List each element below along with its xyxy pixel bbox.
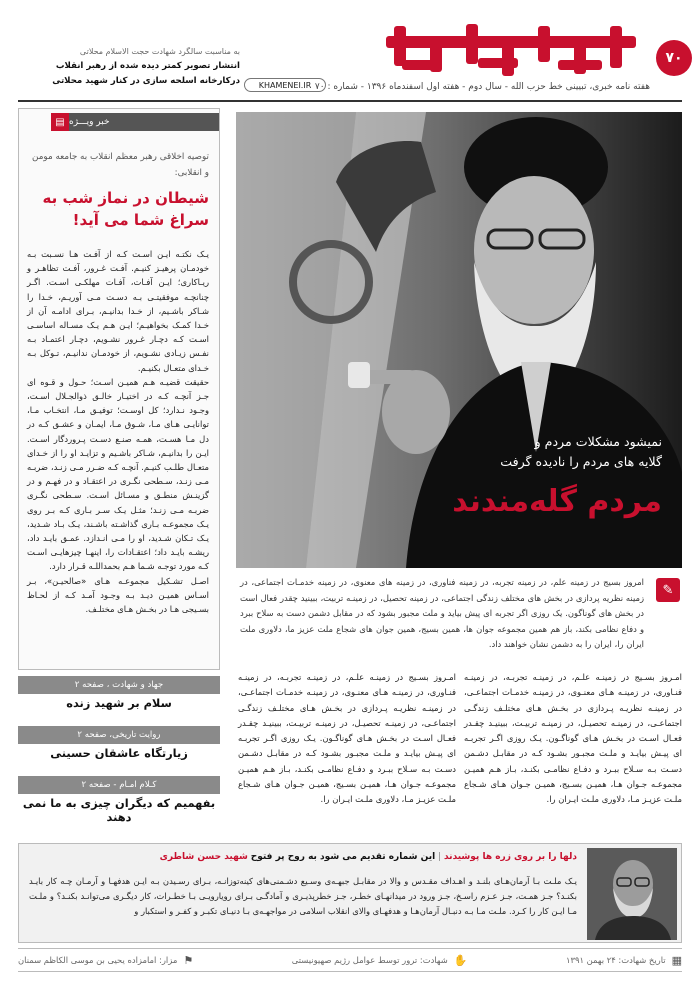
body-column-left: امـروز بسـیج در زمینـه علـم، در زمینـه تجربـه، در زمینـه فنـاوری، در زمینـه هـای معنـوی، در زمینـه خدمـات اجتماعـی، در زمینـه نظریـه پـردازی در بخـش هـای مختلـف زندگـی اجتماعـی، در زمینـه تحصیـل، در زمینـه تربیـت، ببینیـد چقـدر فعـال اسـت در بخـش هـای گوناگـون. یـک روزی اگـر تجربـه ای پیـش بیایـد و ملـت مجبـور بشـود کـه در مقابـل دشـمن دسـت بـه سـلاح ببـرد و دفـاع نظامـی بکنـد، بـاز هـم همیـن مجموعـه جـوان هـا، همیـن بسـیج، همیـن جـوان هـای شـجاع ملـت عزیـز مـا، دلاوری ملـت ایـران را.: [238, 672, 456, 805]
dedication-box: [18, 843, 682, 943]
article-body: [27, 247, 209, 616]
header-news-line: انتشار تصویر کمتر دیده شده از رهبر انقلاب: [55, 61, 240, 71]
hero-subtitle-line: نمیشود مشکلات مردم و: [534, 434, 662, 449]
masthead-divider: [18, 100, 682, 102]
khamenei-site-logo[interactable]: KHAMENEI.IR: [244, 78, 326, 92]
link-box-imam[interactable]: [18, 776, 220, 822]
dedication-text: این شماره تقدیم می شود به روح پر فتوح: [250, 852, 436, 862]
martyr-name: شهید حسن شاطری: [159, 852, 248, 862]
special-news-column: [18, 108, 220, 670]
article-subtitle: توصیه اخلاقی رهبر معظم انقلاب به جامعه مومن و انقلابی:: [32, 152, 209, 178]
body-column-right: امـروز بسـیج در زمینـه علـم، در زمینـه تجربـه، در زمینـه فنـاوری، در زمینـه هـای معنـوی، در زمینـه خدمـات اجتماعـی، در زمینـه نظریـه پـردازی در بخـش هـای مختلـف زندگـی اجتماعـی، در زمینـه تحصیـل، در زمینـه تربیـت، ببینیـد چقـدر فعـال اسـت در بخـش هـای گوناگـون. یـک روزی اگـر تجربـه ای پیـش بیایـد و ملـت مجبـور بشـود کـه در مقابـل دشـمن دسـت بـه سـلاح ببـرد و دفـاع نظامـی بکنـد، بـاز هـم همیـن مجموعـه جـوان هـا، همیـن بسـیج، همیـن جـوان هـای شـجاع ملـت عزیـز مـا، دلاوری ملـت ایـران را.: [464, 672, 682, 805]
link-caption: روایت تاریخی، صفحه ۲: [18, 726, 220, 744]
link-title[interactable]: سلام بر شهید زنده: [66, 696, 172, 710]
calendar-icon: ▦: [671, 953, 682, 967]
dedication-heading: دلها را بر روی زره ها پوشیدند | این شماره تقدیم می شود به روح پر فتوح شهید حسن شاطری: [159, 852, 577, 862]
masthead-info: هفته نامه خبری، تبیینی خط حزب الله - سال دوم - هفته اول اسفندماه ۱۳۹۶ - شماره : ۷۰: [314, 82, 650, 92]
link-caption: جهاد و شهادت ، صفحه ۲: [18, 676, 220, 694]
header-news-kicker: به مناسبت سالگرد شهادت حجت الاسلام محلاتی: [79, 47, 240, 56]
martyr-info-footer: [18, 948, 682, 972]
hero-subtitle-line: گلایه های مردم را نادیده گرفت: [500, 454, 662, 469]
martyr-portrait: [587, 848, 677, 940]
dedication-quote: یـک ملـت بـا آرمان‌هـای بلنـد و اهـداف مقـدس و والا در مقابـل جبهـه‌ی وسـیع دشـمنی‌های کینه‌توزانـه، بـرای رسـیدن بـه ایـن هدفهـا و آرمـان چـه کار بایـد بکنـد؟ جـز همـت، جـز عـزم راسـخ، جـز ورود در میدانهـای خطـر، جـز خطرپذیـری و آمادگـی بـرای رویارویـی بـا خطـرات، کار دیگـری می‌توانـد بکنـد؟ و ملـت مـا ایـن کار را کـرد. ملـت مـا بـه دنبـال آرمان‌هـا و هدفهـای والای انقلاب اسلامی در مواجهـه‌ی بـا دنیـای تکبـر و کفـر و استکبار و: [29, 876, 577, 916]
dedication-kicker: دلها را بر روی زره ها پوشیدند: [443, 852, 577, 862]
document-icon: ▤: [51, 113, 69, 131]
hero-headline[interactable]: مردم گله‌مندند: [452, 484, 662, 519]
issue-number-badge: ۷۰: [656, 40, 692, 76]
header-news-line: درکارخانه اسلحه سازی در کنار شهید محلاتی: [52, 76, 240, 86]
link-title[interactable]: زیارتگاه عاشقان حسینی: [50, 746, 188, 760]
article-paragraph: حقیقت قضیـه هـم همیـن اسـت؛ حـول و قـوه ای جـز آنچـه کـه در اختیـار خالـق ذوالجـلال اسـت، وجـود نـدارد؛ کل اوسـت؛ توفیـق مـا، انتخـاب مـا، توانایـی هـای مـا، شـوق مـا، ایمـان و عشـق کـه در دل مـا هسـت، همـه صنـع دسـت پـروردگار اسـت. ایـن را بدانیـم، شـاکر باشـیم و تزایـد او را از خـدای متعـال طلـب کنیـم. آنچـه کـه ضـرر مـی زنـد، ضربـه مـی زنـد، سـطحی نگـری در اعتقـاد و در فهـم و در گزینـش منطـق و مسـائل اسـت. سـطحی نگـری ضربـه مـی زنـد؛ مثـل یـک سـر بـاری کـه بـر روی یـک مجموعـه بـاری گذاشـته باشـند، یـک بـاد شـدید، یـک تـکان شـدید، او را مـی انـدازد. عمـق بایـد داد، ریشـه بایـد داد؛ اعتقـادات را، اینهـا چیزهایـی اسـت کـه مورد توجـه شـما هـم بحمداللـه قـرار دارد.: [27, 376, 209, 572]
shrine-location: مزار: امامزاده یحیی بن موسی الکاظم سمنان: [18, 955, 178, 965]
article-paragraph: یـک نکتـه ایـن اسـت کـه از آفـت هـا نسـبت بـه خودمـان پرهیـز کنیـم. آفـت غـرور، آفـت تظاهـر و ریـاکاری؛ ایـن آفـات، آفـات مهلکـی اسـت. اگـر چنانچـه موفقیتـی بـه دسـت مـی آوریـم، خـدا را شـاکر باشـیم، از خـدا بدانیـم، بـرای ادامـه آن از خـدا کمـک بخواهیـم؛ ایـن هـم یـک مسـاله اساسـی اسـت کـه دچـار غـرور نشـویم، دچـار اعتمـاد بـه نفـس زیـادی نشـویم، از خودمـان ندانیـم، تـوکل بـه خـدای متعـال بکنیـم.: [27, 249, 209, 373]
lead-paragraph: امروز بسیج در زمینه علم، در زمینه تجربه، در زمینه فناوری، در زمینه های معنوی، در زمینه خدمـات اجتماعی، در زمینه نظریه پردازی در بخش های مختلف زندگی اجتماعی، در زمینه تحصیل، در زمینـه تربیت، ببینید چقدر فعال است در بخش های گوناگون. یک روزی اگر تجربه ای پیش بیاید و ملت مجبور بشود که در مقابل دشمن دست به سلاح ببرد و دفاع نظامی بکند، باز هم همین مجموعه جوان ها، همین بسیج، همین جوان های شجاع ملت عزیز ما، دلاوری ملت ایران را، ایران را به دشمن نشان خواهند داد.: [240, 577, 644, 649]
flag-icon: ⚑: [183, 953, 194, 967]
portrait-illustration: [587, 848, 677, 940]
link-box-history[interactable]: [18, 726, 220, 772]
footer-date: [566, 954, 682, 967]
martyrdom-date: تاریخ شهادت: ۲۴ بهمن ۱۳۹۱: [566, 955, 666, 965]
section-tab-special-news: خبر ویـــژه: [69, 113, 219, 131]
article-title[interactable]: شیطان در نماز شب به سراغ شما می آید!: [42, 189, 209, 229]
link-caption: کـلام امـام - صفحه ۲: [18, 776, 220, 794]
article-paragraph: اصـل تشـکیل مجموعـه هـای «صالحیـن»، بـر اسـاس همیـن دیـد بـه وجـود آمـد کـه از لحـاظ بسـیجی هـا در بخـش هـای مختلـف.: [27, 575, 209, 615]
hero-photo: [236, 112, 682, 568]
footer-cause: [292, 954, 468, 967]
hand-icon: ✋: [453, 953, 468, 967]
hero-subtitle: [402, 432, 662, 472]
link-box-martyr[interactable]: [18, 676, 220, 722]
newspaper-logo: [378, 20, 648, 82]
link-title[interactable]: بفهمیم که دیگران چیزی به ما نمی دهند: [22, 796, 216, 824]
footer-shrine: [18, 954, 193, 967]
header-news-teaser[interactable]: [18, 44, 240, 89]
pen-icon: ✎: [656, 578, 680, 602]
martyrdom-cause: شهادت: ترور توسط عوامل رژیم صهیونیستی: [291, 955, 448, 965]
